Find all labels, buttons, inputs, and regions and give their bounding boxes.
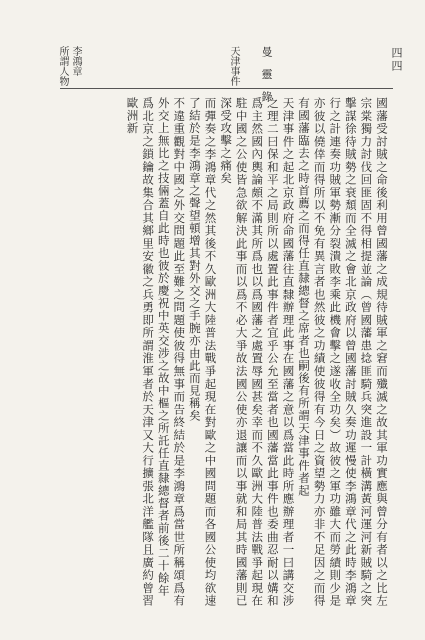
paragraph: 國藩受討賊之命後利用曾國藩之成規待賊軍之窘而殲滅之故其軍功實應與曾分有者以之比左宗棠獨力討伐回匪固不得相提並論（曾國藩患捻匪騎兵突進設一計橫溝黃河運河新賊騎之突擊謀徐待賊勢之衰頹而全滅之會北京政府以曾國藩討賊久奏功遲慢使李鴻章代之此時李鴻章行之計連奏功賊軍勢漸分裂潰敗李乘此機會擊之遂收全功矣）故彼之軍功雖大而勞績則少是亦彼以僥倖而得所以不免有異言者也然彼之功績使彼得有今日之資望勢力亦非不足因之而得有國藩臨去之時首薦之而得任直隸總督之席者也嗣後有所謂天津事件者起	[297, 97, 389, 607]
header-rule	[60, 88, 393, 89]
side-note-so-called-figures: 所謂人物	[57, 46, 68, 86]
side-note-li-hongzhang: 李鴻章	[70, 46, 81, 76]
paragraph: 不違重觀對中國之外交問題此至難之問題使彼得無事而告終結於是李鴻章爲當世所稱頌爲有外交上無比之技倆蓋自此時也彼於慶祝中英交涉之故中樞之所託任直隸總督者前後二十餘年	[156, 97, 187, 607]
side-note-tianjin-incident: 天津事件	[228, 46, 239, 86]
body-text	[62, 97, 389, 607]
running-title: 曼 靈 錄	[260, 46, 273, 106]
paragraph: 爲北京之鎖鑰故集合其鄉里安徽之兵勇即所謂淮軍者於天津又大行擴張北洋艦隊且廣約曾習歐洲新	[125, 97, 156, 607]
paragraph: 天津事件之起北京政府命國藩往直隸辦理此事在國藩之意以爲當此時所應辦理者一曰講交涉之理二曰保和平之局則所以處置此事件者宜乎公允至當者也國藩當此事件也委曲忍耐以媾和爲主然國內輿論頗不滿其所爲也以爲國藩之處置辱國甚矣幸而不久歐洲大陸普法戰爭起現在駐中國之公使皆急欲解決此事而以爲不必大爭故法國公使亦退讓而以事就和局其時國藩則已深受攻擊之痛矣	[219, 97, 296, 607]
paragraph: 而彈奏之李鴻章代之然其後不久歐洲大陸普法戰爭起現在對歐之中國問題而各國公使均欲速了結於是李鴻章之聲望頓增其對外交之手腕亦由此而見稱矣	[187, 97, 218, 607]
page-number: 四四	[390, 47, 403, 73]
